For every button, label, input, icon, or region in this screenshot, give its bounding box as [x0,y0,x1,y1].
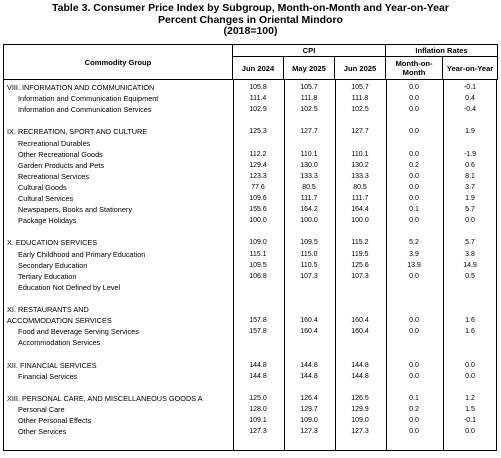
value-year-on-year: -0.1 [463,84,477,91]
value-year-on-year: 0.5 [465,272,475,280]
value-jun-2024: 127.3 [249,428,267,436]
value-year-on-year: 1.2 [465,394,475,402]
value-month-on-month: 0.0 [409,128,419,136]
table-row [4,161,498,171]
table-row [4,261,498,271]
value-may-2025: 110.5 [300,261,318,269]
value-year-on-year: -1.9 [463,150,477,158]
value-month-on-month: 0.0 [409,150,419,158]
value-month-on-month: 0.0 [409,372,419,380]
table-row [4,372,498,382]
value-month-on-month: 0.1 [409,394,419,402]
value-may-2025: 111.7 [300,195,318,202]
value-may-2025: 102.5 [300,106,318,114]
value-jun-2025: 144.8 [351,361,369,369]
value-year-on-year: -0.4 [463,106,477,114]
value-year-on-year: 0.0 [465,217,475,225]
value-jun-2024: 106.8 [249,272,267,280]
commodity-name: Garden Products and Pets [18,160,104,170]
value-jun-2024: 157.8 [249,317,267,325]
table-row [4,238,498,248]
value-may-2025: 127.3 [300,428,318,436]
value-month-on-month: 0.0 [409,95,419,103]
commodity-name: VIII. INFORMATION AND COMMUNICATION [7,83,155,92]
value-may-2025: 160.4 [300,317,318,325]
value-month-on-month: 0.0 [409,272,419,280]
commodity-name: Other Services [18,427,67,437]
table-row [4,216,498,226]
table-row [4,383,498,393]
value-jun-2025: 144.8 [351,372,369,380]
table-row [4,349,498,359]
table-row [4,227,498,237]
commodity-name: Secondary Education [18,260,88,270]
title-line-2: Percent Changes in Oriental Mindoro [158,13,343,26]
value-jun-2024: 144.8 [249,361,267,369]
value-year-on-year: 3.8 [465,250,475,258]
value-year-on-year: 0.4 [465,95,475,103]
table-row [4,194,498,204]
commodity-name: Financial Services [18,371,78,381]
column-header-jun-2025: Jun 2025 [335,57,386,80]
value-year-on-year: 1.6 [465,328,475,336]
value-jun-2024: 100.0 [249,217,267,225]
value-may-2025: 109.0 [300,417,318,424]
value-year-on-year: 3.7 [465,183,475,191]
value-may-2025: 164.2 [300,206,318,214]
value-jun-2024: 115.1 [249,250,267,258]
value-may-2025: 126.4 [300,394,318,402]
table-row [4,427,498,437]
value-year-on-year: 0.6 [465,161,475,169]
value-year-on-year: 14.9 [463,261,477,269]
table-header [3,44,498,80]
value-may-2025: 160.4 [300,328,318,336]
value-year-on-year: 1.9 [465,195,475,202]
value-jun-2025: 130.2 [351,161,369,169]
value-may-2025: 115.0 [300,250,318,258]
value-jun-2024: 109.0 [249,239,267,247]
value-jun-2025: 164.4 [351,206,369,214]
table-row [4,83,498,93]
value-jun-2024: 105.8 [249,84,267,91]
value-jun-2025: 133.3 [351,172,369,180]
commodity-name: X. EDUCATION SERVICES [7,238,98,248]
value-may-2025: 144.8 [300,372,318,380]
commodity-name: Other Recreational Goods [18,149,103,159]
value-jun-2024: 77.6 [251,183,265,191]
value-jun-2025: 125.6 [351,261,369,269]
value-month-on-month: 0.0 [409,84,419,91]
value-may-2025: 100.0 [300,217,318,225]
column-header-cpi: CPI [233,45,386,57]
commodity-name: Tertiary Education [18,271,77,281]
title-line-1: Table 3. Consumer Price Index by Subgroup, Month-on-Month and Year-on-Year [52,2,449,14]
commodity-name: XII. FINANCIAL SERVICES [7,360,97,370]
value-may-2025: 110.1 [300,150,318,158]
value-month-on-month: 0.0 [409,428,419,436]
value-month-on-month: 0.1 [409,206,419,214]
value-jun-2024: 109.5 [249,261,267,269]
commodity-name: Information and Communication Services [18,105,152,115]
value-month-on-month: 0.0 [409,106,419,114]
value-jun-2024: 125.0 [249,394,267,402]
value-jun-2025: 80.5 [353,183,367,191]
table-row [4,150,498,160]
table-row [4,405,498,415]
value-year-on-year: 1.6 [465,317,475,325]
value-jun-2025: 105.7 [351,84,369,91]
value-month-on-month: 0.2 [409,161,419,169]
commodity-name: Information and Communication Equipment [18,94,159,104]
table-row [4,172,498,182]
value-month-on-month: 0.2 [409,405,419,413]
table-row [4,394,498,404]
value-year-on-year: 0.0 [465,361,475,369]
value-jun-2025: 160.4 [351,328,369,336]
value-jun-2025: 111.7 [351,195,369,202]
commodity-name: XIII. PERSONAL CARE, AND MISCELLANEOUS GOODS A [7,393,203,403]
table-body [3,79,497,451]
table-row [4,305,498,315]
table-row [4,272,498,282]
commodity-name: Personal Care [18,404,65,414]
table-row [4,327,498,337]
value-jun-2024: 102.9 [249,106,267,114]
value-jun-2025: 129.9 [351,405,369,413]
value-jun-2024: 123.3 [249,172,267,180]
table-row [4,316,498,326]
commodity-name: Recreational Durables [18,138,91,148]
value-month-on-month: 0.0 [409,172,419,180]
value-may-2025: 133.3 [300,172,318,180]
value-jun-2024: 129.4 [249,161,267,169]
value-month-on-month: 0.0 [409,195,419,202]
table-row [4,116,498,126]
value-jun-2024: 112.2 [249,150,267,158]
value-month-on-month: 13.9 [407,261,421,269]
value-year-on-year: 1.9 [465,128,475,136]
title-line-3: (2018=100) [223,25,278,37]
value-year-on-year: 5.7 [465,206,475,214]
table-row [4,105,498,115]
value-jun-2025: 126.5 [351,394,369,402]
value-jun-2025: 102.5 [351,106,369,114]
column-header-year-on-year: Year-on-Year [443,57,498,80]
value-year-on-year: 5.7 [465,239,475,247]
value-jun-2024: 128.0 [249,405,267,413]
column-header-month-on-month: Month-on-Month [386,57,443,80]
column-header-may-2025: May 2025 [284,57,335,80]
table-row [4,361,498,371]
value-jun-2024: 111.4 [249,95,267,103]
commodity-name: Accommodation Services [18,338,101,348]
value-may-2025: 130.0 [300,161,318,169]
table-row [4,94,498,104]
table-row [4,294,498,304]
value-jun-2024: 109.6 [249,195,267,202]
table-row [4,338,498,348]
value-jun-2024: 144.8 [249,372,267,380]
value-month-on-month: 3.9 [409,250,419,258]
commodity-name: XI. RESTAURANTS AND [7,305,89,314]
table-row [4,127,498,137]
table-row [4,250,498,260]
value-jun-2025: 110.1 [351,150,369,158]
commodity-name: Package Holidays [18,216,77,226]
value-month-on-month: 0.0 [409,183,419,191]
value-jun-2024: 155.6 [249,206,267,214]
table-row [4,205,498,215]
value-may-2025: 129.7 [300,405,318,413]
value-year-on-year: -0.1 [463,417,477,424]
value-jun-2025: 160.4 [351,317,369,325]
column-header-jun-2024: Jun 2024 [233,57,284,80]
value-may-2025: 127.7 [300,128,318,136]
value-jun-2025: 127.7 [351,128,369,136]
value-jun-2025: 107.3 [351,272,369,280]
table-row [4,416,498,426]
value-jun-2024: 125.3 [249,128,267,136]
table-row [4,283,498,293]
commodity-name: Recreational Services [18,171,89,181]
commodity-name: Cultural Services [18,194,74,203]
value-jun-2025: 119.5 [351,250,369,258]
commodity-name: Education Not Defined by Level [18,282,121,292]
commodity-name: IX. RECREATION, SPORT AND CULTURE [7,127,148,137]
value-jun-2025: 127.3 [351,428,369,436]
value-month-on-month: 0.0 [409,328,419,336]
value-month-on-month: 0.0 [409,361,419,369]
value-jun-2025: 115.2 [351,239,369,247]
commodity-name: Early Childhood and Primary Education [18,249,146,259]
commodity-name: Food and Beverage Serving Services [18,327,139,337]
value-may-2025: 109.5 [300,239,318,247]
table-title [0,0,501,38]
value-year-on-year: 8.1 [465,172,475,180]
value-year-on-year: 0.0 [465,372,475,380]
column-header-inflation-rates: Inflation Rates [386,45,498,57]
commodity-name: Cultural Goods [18,182,67,192]
value-may-2025: 105.7 [300,84,318,91]
value-jun-2025: 100.0 [351,217,369,225]
table-row [4,183,498,193]
value-may-2025: 107.3 [300,272,318,280]
column-header-commodity-group: Commodity Group [4,45,233,80]
value-month-on-month: 0.0 [409,417,419,424]
value-jun-2024: 157.8 [249,328,267,336]
commodity-name: Other Personal Effects [18,416,92,425]
value-month-on-month: 0.0 [409,317,419,325]
commodity-name: Newspapers, Books and Stationery [18,205,132,215]
value-month-on-month: 5.2 [409,239,419,247]
value-month-on-month: 0.0 [409,217,419,225]
value-may-2025: 144.8 [300,361,318,369]
value-jun-2024: 109.1 [249,417,267,424]
value-year-on-year: 1.5 [465,405,475,413]
value-may-2025: 80.5 [302,183,316,191]
value-may-2025: 111.8 [300,95,318,103]
table-row [4,139,498,149]
commodity-name: ACCOMMODATION SERVICES [7,316,112,326]
value-year-on-year: 0.0 [465,428,475,436]
value-jun-2025: 109.0 [351,417,369,424]
value-jun-2025: 111.8 [351,95,369,103]
